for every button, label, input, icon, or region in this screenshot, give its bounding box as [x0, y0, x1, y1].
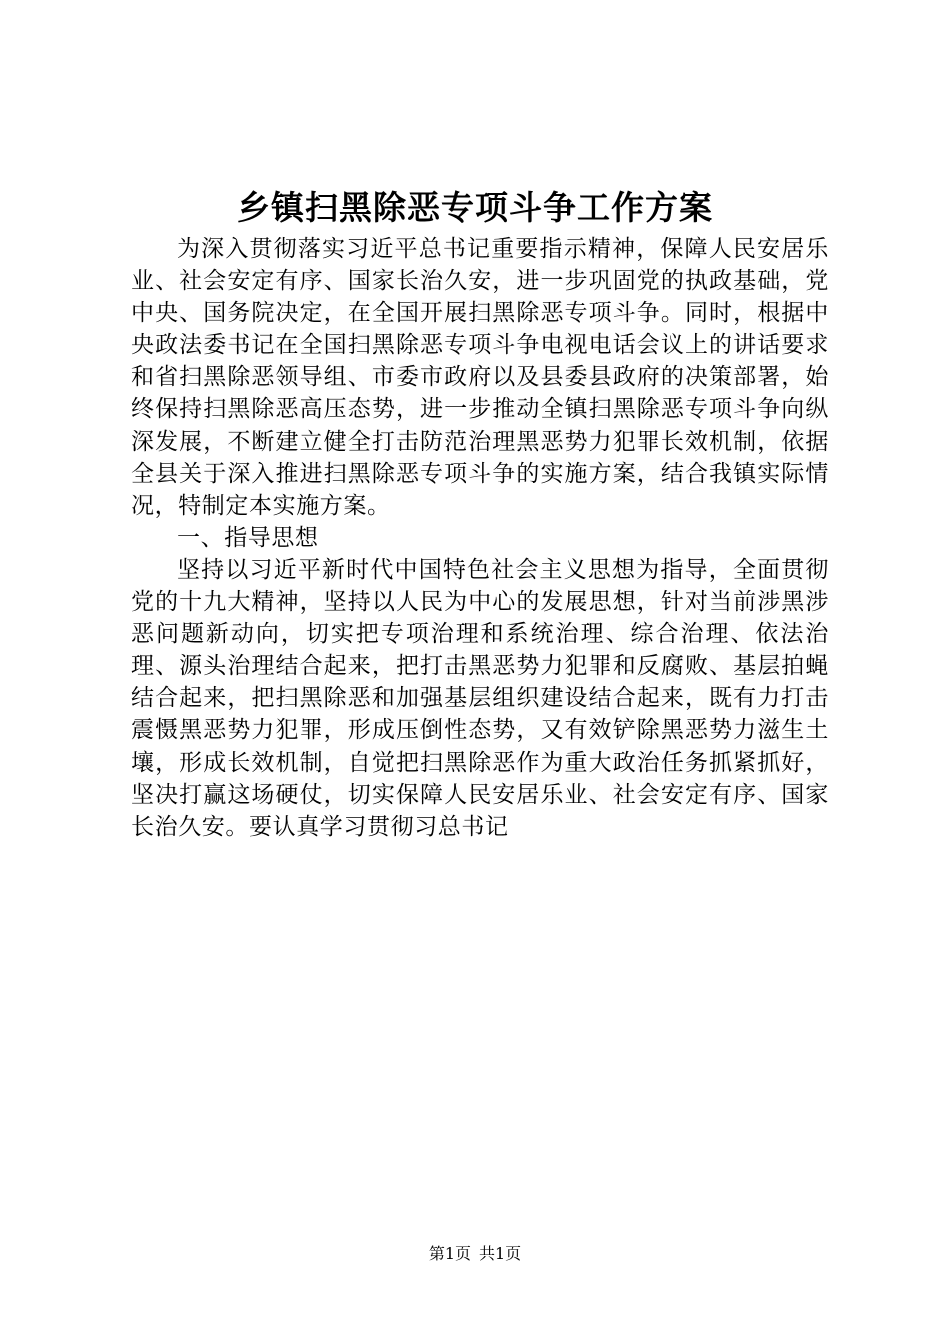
document-title: 乡镇扫黑除恶专项斗争工作方案: [237, 188, 713, 227]
page-total: 共1页: [479, 1244, 522, 1263]
page-footer: [0, 1243, 950, 1265]
section-heading-guiding-thought: 一、指导思想: [177, 524, 319, 551]
intro-paragraph: 为深入贯彻落实习近平总书记重要指示精神，保障人民安居乐业、社会安定有序、国家长治久安，进一步巩固党的执政基础，党中央、国务院决定，在全国开展扫黑除恶专项斗争。同时，根据中央政法委书记在全国扫黑除恶专项斗争电视电话会议上的讲话要求和省扫黑除恶领导组、市委市政府以及县委县政府的决策部署，始终保持扫黑除恶高压态势，进一步推动全镇扫黑除恶专项斗争向纵深发展，不断建立健全打击防范治理黑恶势力犯罪长效机制，依据全县关于深入推进扫黑除恶专项斗争的实施方案，结合我镇实际情况，特制定本实施方案。: [131, 236, 829, 519]
document-body: [131, 233, 829, 843]
page-number: 第1页: [428, 1244, 471, 1263]
guiding-thought-paragraph: 坚持以习近平新时代中国特色社会主义思想为指导，全面贯彻党的十九大精神，坚持以人民为中心的发展思想，针对当前涉黑涉恶问题新动向，切实把专项治理和系统治理、综合治理、依法治理、源头治理结合起来，把打击黑恶势力犯罪和反腐败、基层拍蝇结合起来，把扫黑除恶和加强基层组织建设结合起来，既有力打击震慑黑恶势力犯罪，形成压倒性态势，又有效铲除黑恶势力滋生土壤，形成长效机制，自觉把扫黑除恶作为重大政治任务抓紧抓好，坚决打赢这场硬仗，切实保障人民安居乐业、社会安定有序、国家长治久安。要认真学习贯彻习总书记: [131, 556, 829, 840]
